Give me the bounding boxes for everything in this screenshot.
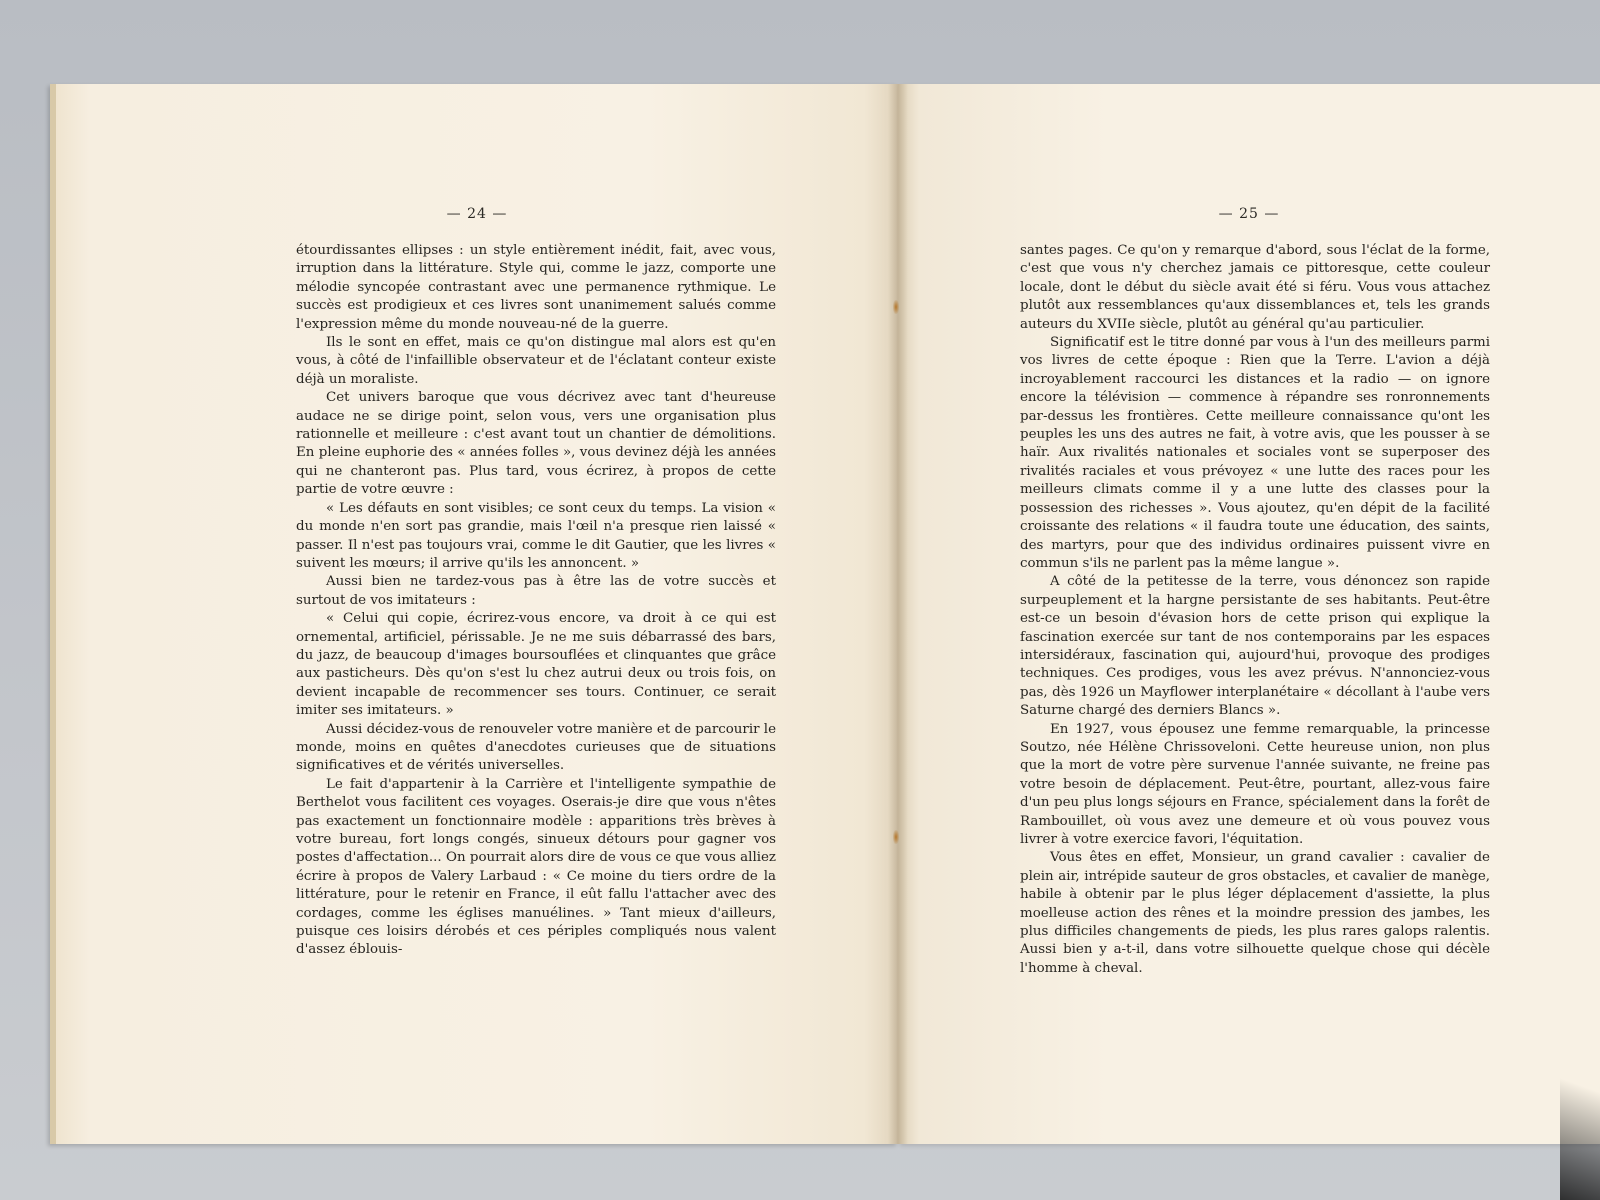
quotation: « Les défauts en sont visibles; ce sont ceux du temps. La vision « du monde n'en sort pas grandie, mais l'œil n'a presque rien laissé « passer. Il n'est pas toujours vrai, comme le dit Gautier, que les livres « suivent les mœurs; il arrive qu'ils les annoncent. »	[296, 500, 776, 571]
left-page-text	[296, 242, 776, 960]
quotation: « Celui qui copie, écrirez-vous encore, va droit à ce qui est ornemental, artificiel, périssable. Je ne me suis débarrassé des bars, du jazz, de beaucoup d'images boursouflées et clinquantes que grâce aux pasticheurs. Dès qu'on s'est lu chez autrui deux ou trois fois, on devient incapable de recommencer ses tours. Continuer, ce serait imiter ses imitateurs. »	[296, 611, 776, 719]
paragraph: Le fait d'appartenir à la Carrière et l'intelligente sympathie de Berthelot vous facilitent ces voyages. Oserais-je dire que vous n'êtes pas exactement un fonctionnaire modèle : apparitions très brèves à votre bureau, fort longs congés, sinueux détours pour gagner vos postes d'affectation... On pourrait alors dire de vous ce que vous alliez écrire à propos de Valery Larbaud : « Ce moine du tiers ordre de la littérature, pour le retenir en France, il eût fallu l'attacher avec des cordages, comme les églises manuélines. » Tant mieux d'ailleurs, puisque ces loisirs dérobés et ces périples compliqués nous valent d'assez éblouis-	[296, 776, 776, 958]
paragraph: A côté de la petitesse de la terre, vous dénoncez son rapide surpeuplement et la hargne persistante de ses habitants. Peut-être est-ce un besoin d'évasion hors de cette prison qui explique la fascination exercée sur tant de nos contemporains par les espaces intersidéraux, fascination qui, aujourd'hui, provoque des prodiges techniques. Ces prodiges, vous les avez prévus. N'annonciez-vous pas, dès 1926 un Mayflower interplanétaire « décollant à l'aube vers Saturne chargé des derniers Blancs ».	[1020, 574, 1490, 719]
book-gutter	[888, 84, 908, 1144]
right-page	[898, 84, 1600, 1144]
paragraph: Aussi décidez-vous de renouveler votre manière et de parcourir le monde, moins en quêtes d'anecdotes curieuses que de situations significatives et de vérités universelles.	[296, 721, 776, 774]
paragraph: Significatif est le titre donné par vous à l'un des meilleurs parmi vos livres de cette époque : Rien que la Terre. L'avion a déjà incroyablement raccourci les distances et la radio — on ignore encore la télévision — commence à répandre ses ronronnements par-dessus les frontières. Cette meilleure connaissance qu'ont les peuples les uns des autres ne fait, à votre avis, que les pousser à se haïr. Aux rivalités nationales et sociales vont se superposer des rivalités raciales et vous prévoyez « une lutte des races pour les meilleurs climats comme il y a une lutte des classes pour la possession des richesses ». Vous ajoutez, qu'en dépit de la facilité croissante des relations « il faudra toute une éducation, des saints, des martyrs, pour que des individus ordinaires puissent vivre en commun s'ils ne parlent pas la même langue ».	[1020, 335, 1490, 571]
paragraph: étourdissantes ellipses : un style entièrement inédit, fait, avec vous, irruption dans la littérature. Style qui, comme le jazz, comporte une mélodie syncopée contrastant avec une permanence rythmique. Le succès est prodigieux et ces livres sont unanimement salués comme l'expression même du monde nouveau-né de la guerre.	[296, 243, 776, 332]
left-page	[50, 84, 898, 1144]
paragraph: Ils le sont en effet, mais ce qu'on distingue mal alors est qu'en vous, à côté de l'infaillible observateur et de l'éclatant conteur existe déjà un moraliste.	[296, 335, 776, 387]
right-page-text	[1020, 242, 1490, 978]
page-number-left: — 24 —	[446, 206, 508, 222]
paragraph: santes pages. Ce qu'on y remarque d'abord, sous l'éclat de la forme, c'est que vous n'y cherchez jamais ce pittoresque, cette couleur locale, dont le début du siècle avait été si féru. Vous vous attachez plutôt aux ressemblances qu'aux dissemblances et, tels les grands auteurs du XVIIe siècle, plutôt au général qu'au particulier.	[1020, 243, 1490, 332]
page-number-right: — 25 —	[1218, 206, 1280, 222]
paragraph: Aussi bien ne tardez-vous pas à être las de votre succès et surtout de vos imitateurs :	[296, 574, 776, 608]
foxing-stain	[893, 830, 899, 844]
foxing-stain	[893, 300, 899, 314]
corner-shadow	[1560, 1040, 1600, 1200]
paragraph: En 1927, vous épousez une femme remarquable, la princesse Soutzo, née Hélène Chrissoveloni. Cette heureuse union, non plus que la mort de votre père survenue l'année suivante, ne freine pas votre besoin de déplacement. Peut-être, pourtant, allez-vous faire d'un peu plus longs séjours en France, spécialement dans la forêt de Rambouillet, où vous avez une demeure et où vous pouvez vous livrer à votre exercice favori, l'équitation.	[1020, 721, 1490, 847]
paragraph: Vous êtes en effet, Monsieur, un grand cavalier : cavalier de plein air, intrépide sauteur de gros obstacles, et cavalier de manège, habile à obtenir par le plus léger déplacement d'assiette, la plus moelleuse action des rênes et la moindre pression des jambes, les plus difficiles changements de pieds, les plus rares galops ralentis. Aussi bien y a-t-il, dans votre silhouette quelque chose qui décèle l'homme à cheval.	[1020, 850, 1490, 976]
paragraph: Cet univers baroque que vous décrivez avec tant d'heureuse audace ne se dirige point, selon vous, vers une organisation plus rationnelle et meilleure : c'est avant tout un chantier de démolitions. En pleine euphorie des « années folles », vous devinez déjà les années qui ne chanteront pas. Plus tard, vous écrirez, à propos de cette partie de votre œuvre :	[296, 390, 776, 498]
